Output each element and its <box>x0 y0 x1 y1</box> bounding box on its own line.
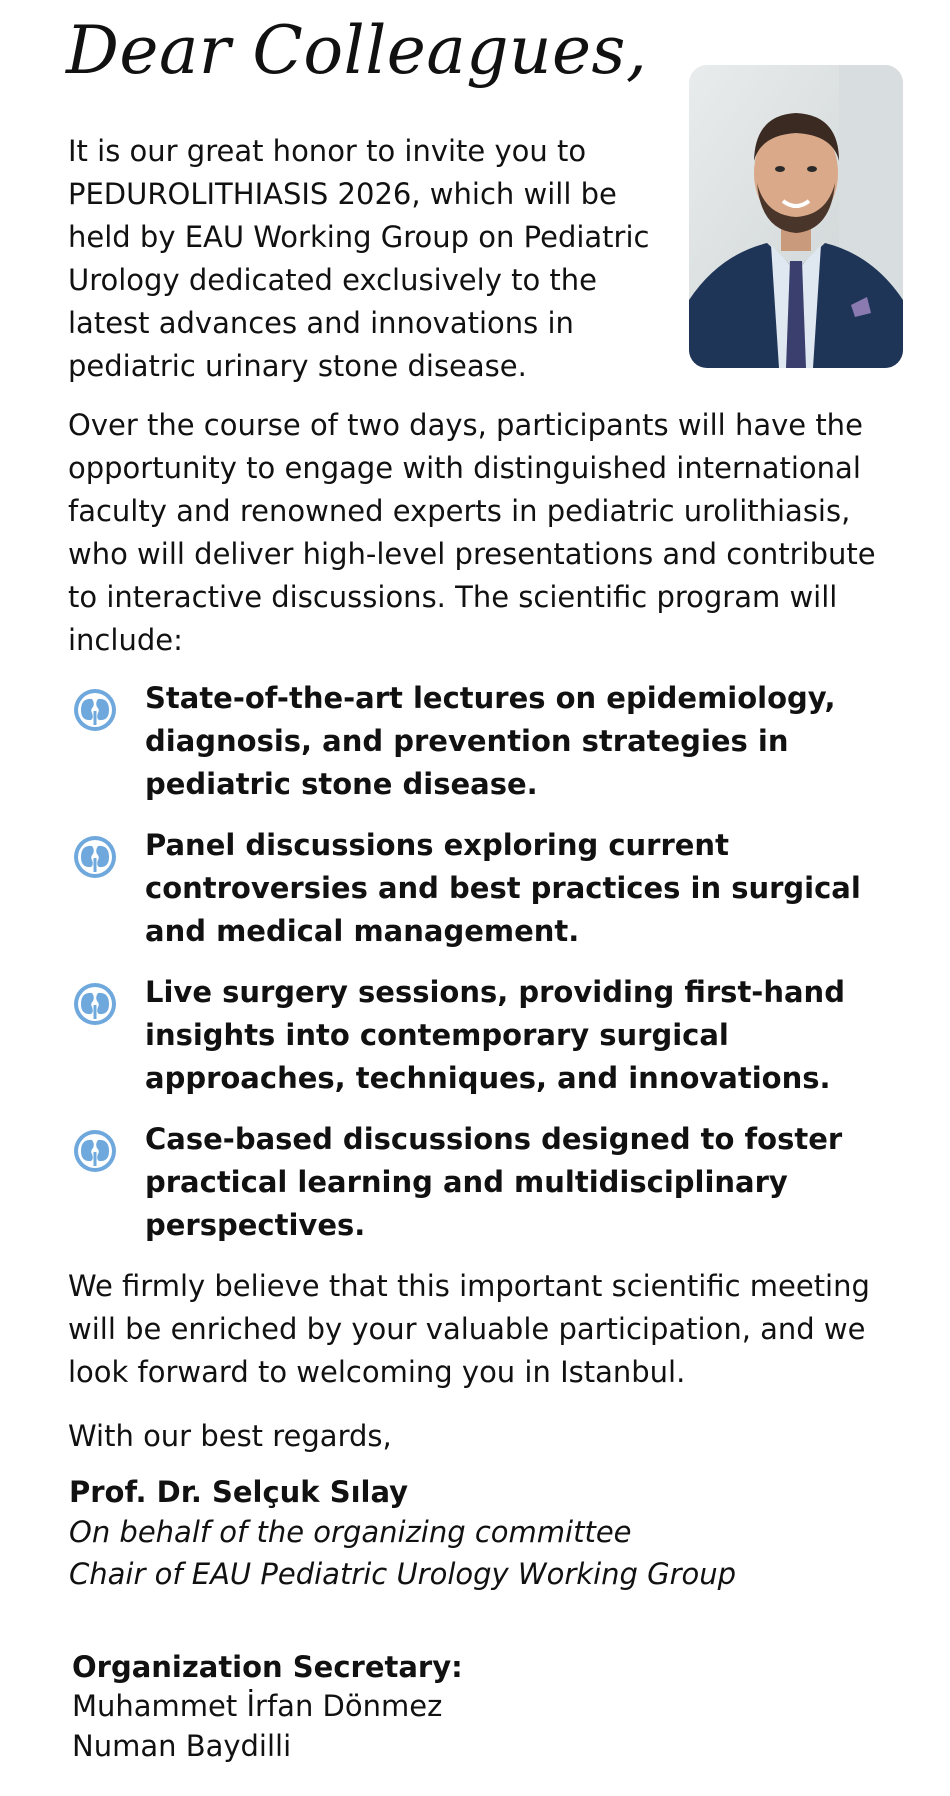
program-item-text: Panel discussions exploring current controversies and best practices in surgical and medical management. <box>145 828 861 948</box>
signatory-name: Prof. Dr. Selçuk Sılay <box>69 1475 409 1509</box>
list-item <box>68 677 913 806</box>
regards-line: With our best regards, <box>68 1419 392 1453</box>
closing-paragraph: We firmly believe that this important scientific meeting will be enriched by your valuable participation, and we look forward to welcoming you in Istanbul. <box>68 1269 870 1389</box>
kidney-icon <box>72 981 118 1027</box>
kidney-icon <box>72 687 118 733</box>
secretary-name: Muhammet İrfan Dönmez <box>72 1689 443 1723</box>
program-list <box>68 677 913 1265</box>
signatory-role-line: On behalf of the organizing committee <box>69 1515 632 1549</box>
secretary-name: Numan Baydilli <box>72 1729 292 1763</box>
program-item-text: State-of-the-art lectures on epidemiology, diagnosis, and prevention strategies in pediatric stone disease. <box>145 681 836 801</box>
intro-paragraph: It is our great honor to invite you to PEDUROLITHIASIS 2026, which will be held by EAU Working Group on Pediatric Urology dedicated exclusively to the latest advances and innovations in pediatric urinary stone disease. <box>68 134 650 383</box>
kidney-icon <box>72 1128 118 1174</box>
program-intro-paragraph: Over the course of two days, participants will have the opportunity to engage with distinguished international faculty and renowned experts in pediatric urolithiasis, who will deliver high-level presentations and contribute to interactive discussions. The scientific program will include: <box>68 408 876 657</box>
list-item <box>68 971 913 1100</box>
greeting-heading: Dear Colleagues, <box>66 12 648 89</box>
signatory-role-line: Chair of EAU Pediatric Urology Working Group <box>69 1557 737 1591</box>
portrait-photo <box>689 65 903 368</box>
program-item-text: Case-based discussions designed to foster practical learning and multidisciplinary perspectives. <box>145 1122 843 1242</box>
secretary-heading: Organization Secretary: <box>72 1650 463 1684</box>
list-item <box>68 824 913 953</box>
program-item-text: Live surgery sessions, providing first-hand insights into contemporary surgical approaches, techniques, and innovations. <box>145 975 845 1095</box>
list-item <box>68 1118 913 1247</box>
kidney-icon <box>72 834 118 880</box>
